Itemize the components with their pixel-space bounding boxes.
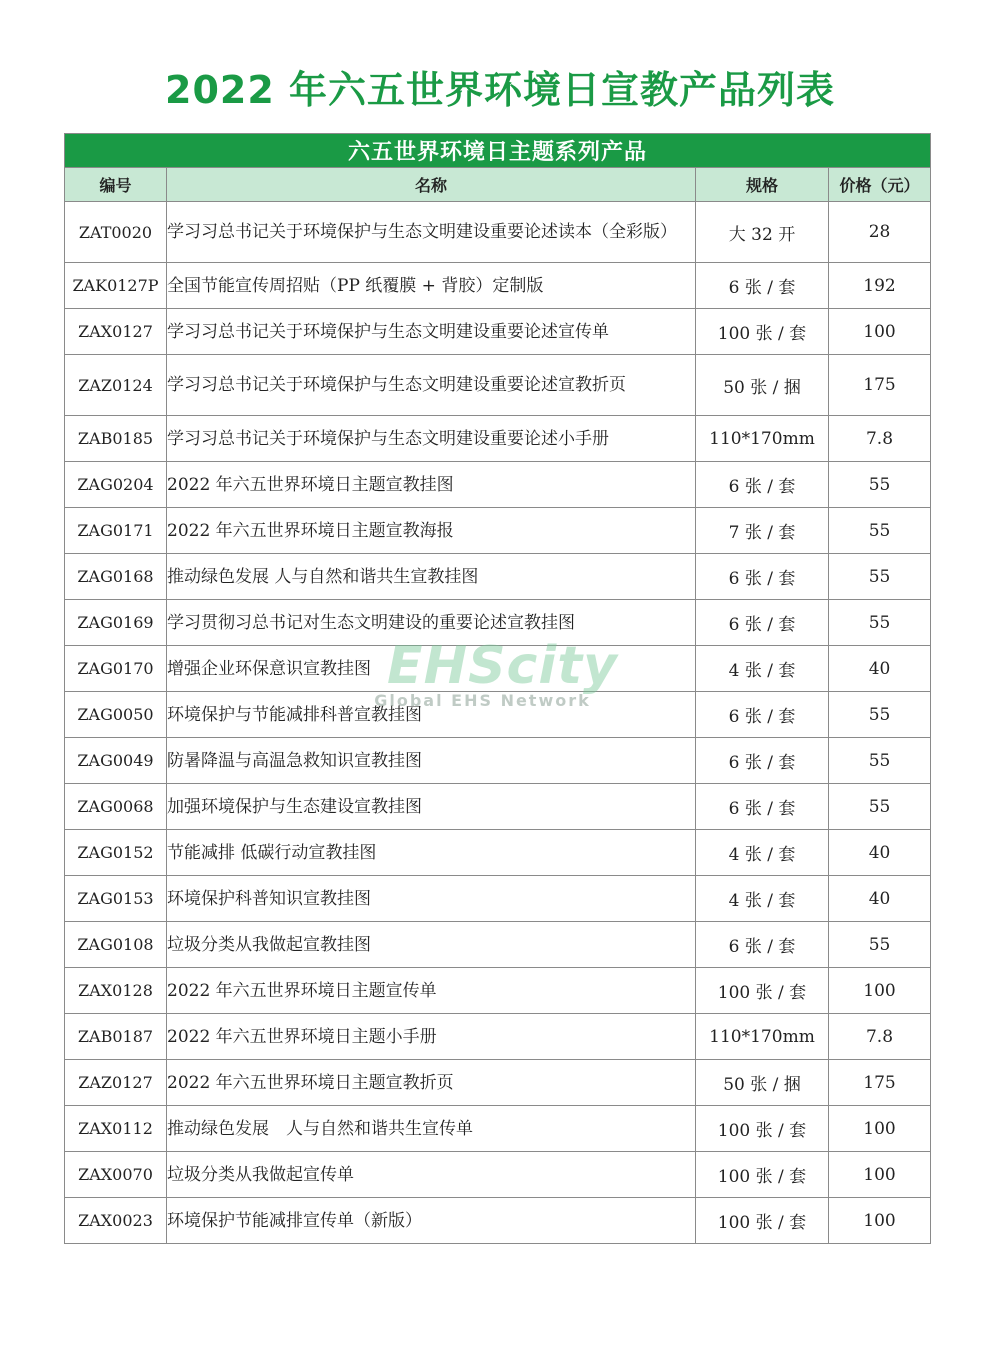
table-row xyxy=(65,202,931,263)
cell-name: 全国节能宣传周招贴（PP 纸覆膜 + 背胶）定制版 xyxy=(167,263,696,309)
watermark-logo: EHScity xyxy=(387,636,618,696)
cell-code: ZAX0070 xyxy=(65,1152,167,1198)
cell-code: ZAG0171 xyxy=(65,508,167,554)
cell-code: ZAX0112 xyxy=(65,1106,167,1152)
cell-price: 192 xyxy=(829,263,931,309)
cell-spec: 4 张 / 套 xyxy=(696,646,829,692)
table-row xyxy=(65,968,931,1014)
table-row xyxy=(65,1106,931,1152)
cell-name: 增强企业环保意识宣教挂图 xyxy=(167,646,696,692)
cell-name: 防暑降温与高温急救知识宣教挂图 xyxy=(167,738,696,784)
cell-spec: 100 张 / 套 xyxy=(696,309,829,355)
cell-price: 100 xyxy=(829,1198,931,1244)
cell-price: 55 xyxy=(829,692,931,738)
column-header-row xyxy=(65,168,931,202)
table-row xyxy=(65,462,931,508)
cell-code: ZAG0204 xyxy=(65,462,167,508)
cell-price: 55 xyxy=(829,784,931,830)
table-row xyxy=(65,1152,931,1198)
cell-spec: 4 张 / 套 xyxy=(696,876,829,922)
cell-name: 学习习总书记关于环境保护与生态文明建设重要论述读本（全彩版） xyxy=(167,202,696,263)
cell-spec: 50 张 / 捆 xyxy=(696,355,829,416)
cell-name: 2022 年六五世界环境日主题宣教挂图 xyxy=(167,462,696,508)
table-row xyxy=(65,876,931,922)
cell-name: 学习习总书记关于环境保护与生态文明建设重要论述宣教折页 xyxy=(167,355,696,416)
cell-code: ZAB0187 xyxy=(65,1014,167,1060)
column-header-price: 价格（元） xyxy=(829,168,931,202)
cell-price: 28 xyxy=(829,202,931,263)
cell-spec: 110*170mm xyxy=(696,416,829,462)
cell-spec: 6 张 / 套 xyxy=(696,738,829,784)
table-row xyxy=(65,784,931,830)
table-row xyxy=(65,600,931,646)
cell-name: 加强环境保护与生态建设宣教挂图 xyxy=(167,784,696,830)
cell-code: ZAX0023 xyxy=(65,1198,167,1244)
cell-code: ZAG0153 xyxy=(65,876,167,922)
cell-code: ZAG0168 xyxy=(65,554,167,600)
cell-name: 环境保护科普知识宣教挂图 xyxy=(167,876,696,922)
cell-code: ZAZ0124 xyxy=(65,355,167,416)
cell-price: 7.8 xyxy=(829,1014,931,1060)
page-title: 2022 年六五世界环境日宣教产品列表 xyxy=(165,68,835,112)
cell-price: 100 xyxy=(829,309,931,355)
table-row xyxy=(65,355,931,416)
cell-name: 推动绿色发展 人与自然和谐共生宣传单 xyxy=(167,1106,696,1152)
cell-name: 学习贯彻习总书记对生态文明建设的重要论述宣教挂图 xyxy=(167,600,696,646)
cell-name: 2022 年六五世界环境日主题宣传单 xyxy=(167,968,696,1014)
cell-price: 55 xyxy=(829,554,931,600)
cell-price: 55 xyxy=(829,462,931,508)
column-header-name: 名称 xyxy=(167,168,696,202)
table-row xyxy=(65,508,931,554)
cell-spec: 6 张 / 套 xyxy=(696,600,829,646)
cell-code: ZAZ0127 xyxy=(65,1060,167,1106)
table-row xyxy=(65,738,931,784)
cell-code: ZAB0185 xyxy=(65,416,167,462)
cell-price: 100 xyxy=(829,968,931,1014)
cell-spec: 50 张 / 捆 xyxy=(696,1060,829,1106)
cell-name: 2022 年六五世界环境日主题宣教折页 xyxy=(167,1060,696,1106)
table-row xyxy=(65,646,931,692)
cell-name: 2022 年六五世界环境日主题小手册 xyxy=(167,1014,696,1060)
cell-spec: 100 张 / 套 xyxy=(696,968,829,1014)
cell-code: ZAG0050 xyxy=(65,692,167,738)
table-row xyxy=(65,309,931,355)
cell-price: 100 xyxy=(829,1106,931,1152)
cell-name: 学习习总书记关于环境保护与生态文明建设重要论述小手册 xyxy=(167,416,696,462)
cell-code: ZAG0108 xyxy=(65,922,167,968)
cell-name: 2022 年六五世界环境日主题宣教海报 xyxy=(167,508,696,554)
cell-name: 垃圾分类从我做起宣传单 xyxy=(167,1152,696,1198)
cell-spec: 100 张 / 套 xyxy=(696,1198,829,1244)
cell-code: ZAG0170 xyxy=(65,646,167,692)
cell-price: 100 xyxy=(829,1152,931,1198)
cell-code: ZAG0068 xyxy=(65,784,167,830)
cell-name: 学习习总书记关于环境保护与生态文明建设重要论述宣传单 xyxy=(167,309,696,355)
cell-price: 55 xyxy=(829,922,931,968)
table-row xyxy=(65,263,931,309)
cell-spec: 100 张 / 套 xyxy=(696,1106,829,1152)
cell-spec: 4 张 / 套 xyxy=(696,830,829,876)
section-title: 六五世界环境日主题系列产品 xyxy=(65,134,931,168)
cell-spec: 6 张 / 套 xyxy=(696,692,829,738)
cell-price: 7.8 xyxy=(829,416,931,462)
watermark-subtitle: Global EHS Network xyxy=(374,691,591,710)
cell-spec: 6 张 / 套 xyxy=(696,554,829,600)
table-row xyxy=(65,692,931,738)
cell-code: ZAG0169 xyxy=(65,600,167,646)
cell-name: 节能减排 低碳行动宣教挂图 xyxy=(167,830,696,876)
table-row xyxy=(65,1060,931,1106)
cell-price: 40 xyxy=(829,646,931,692)
cell-spec: 6 张 / 套 xyxy=(696,922,829,968)
cell-price: 175 xyxy=(829,1060,931,1106)
cell-spec: 6 张 / 套 xyxy=(696,263,829,309)
cell-price: 175 xyxy=(829,355,931,416)
cell-name: 垃圾分类从我做起宣教挂图 xyxy=(167,922,696,968)
section-header-row xyxy=(65,134,931,168)
cell-price: 40 xyxy=(829,876,931,922)
cell-spec: 7 张 / 套 xyxy=(696,508,829,554)
table-row xyxy=(65,922,931,968)
table-row xyxy=(65,830,931,876)
cell-code: ZAG0152 xyxy=(65,830,167,876)
cell-price: 40 xyxy=(829,830,931,876)
cell-name: 推动绿色发展 人与自然和谐共生宣教挂图 xyxy=(167,554,696,600)
cell-spec: 100 张 / 套 xyxy=(696,1152,829,1198)
table-row xyxy=(65,554,931,600)
cell-code: ZAG0049 xyxy=(65,738,167,784)
cell-spec: 110*170mm xyxy=(696,1014,829,1060)
cell-code: ZAT0020 xyxy=(65,202,167,263)
table-row xyxy=(65,1014,931,1060)
cell-spec: 6 张 / 套 xyxy=(696,462,829,508)
cell-name: 环境保护与节能减排科普宣教挂图 xyxy=(167,692,696,738)
cell-price: 55 xyxy=(829,738,931,784)
cell-code: ZAX0128 xyxy=(65,968,167,1014)
cell-name: 环境保护节能减排宣传单（新版） xyxy=(167,1198,696,1244)
product-table xyxy=(64,133,931,1244)
column-header-code: 编号 xyxy=(65,168,167,202)
column-header-spec: 规格 xyxy=(696,168,829,202)
table-row xyxy=(65,1198,931,1244)
cell-price: 55 xyxy=(829,508,931,554)
cell-price: 55 xyxy=(829,600,931,646)
cell-spec: 大 32 开 xyxy=(696,202,829,263)
table-row xyxy=(65,416,931,462)
cell-code: ZAK0127P xyxy=(65,263,167,309)
cell-code: ZAX0127 xyxy=(65,309,167,355)
cell-spec: 6 张 / 套 xyxy=(696,784,829,830)
